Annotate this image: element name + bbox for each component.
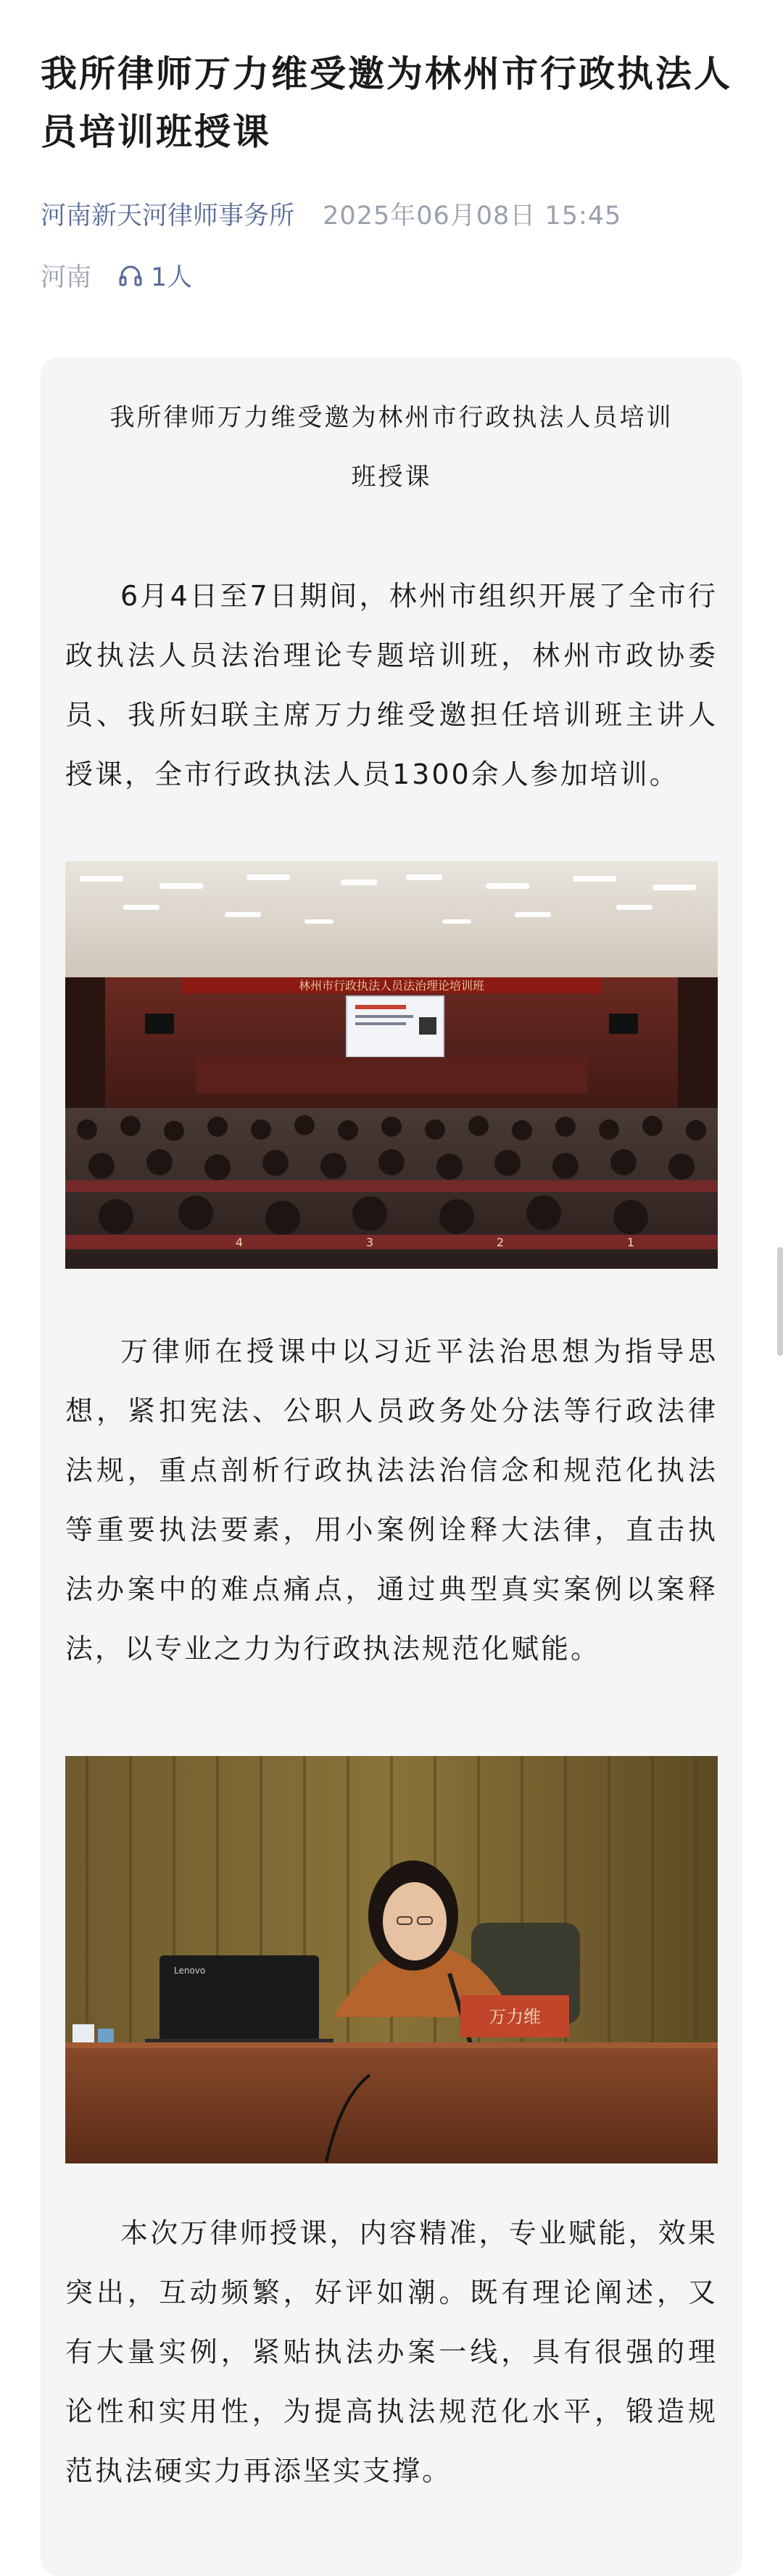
seat-number: 2 <box>496 1235 505 1249</box>
paragraph-1: 6月4日至7日期间，林州市组织开展了全市行政执法人员法治理论专题培训班，林州市政协委员、我所妇联主席万力维受邀担任培训班主讲人授课，全市行政执法人员1300余人参加培训。 <box>65 580 718 790</box>
nameplate: 万力维 <box>489 2007 541 2027</box>
lecture-hall-illustration <box>65 861 718 1269</box>
speaker-photo <box>65 1756 718 2163</box>
region-label: 河南 <box>41 263 92 292</box>
article-meta <box>41 196 621 232</box>
banner-text: 林州市行政执法人员法治理论培训班 <box>298 979 485 993</box>
article-heading: 我所律师万力维受邀为林州市行政执法人员培训班授课 <box>109 403 674 492</box>
source-link[interactable]: 河南新天河律师事务所 <box>41 202 295 231</box>
paragraph-2: 万律师在授课中以习近平法治思想为指导思想，紧扣宪法、公职人员政务处分法等行政法律法规，重点剖析行政执法法治信念和规范化执法等重要执法要素，用小案例诠释大法律，直击执法办案中的难点痛点，通过典型真实案例以案释法，以专业之力为行政执法规范化赋能。 <box>65 1335 718 1665</box>
article-meta-secondary <box>41 257 192 294</box>
listen-count: 1人 <box>151 263 193 292</box>
scrollbar[interactable] <box>777 1247 783 1356</box>
headphones-icon <box>119 265 142 286</box>
seat-number: 4 <box>235 1235 244 1249</box>
seat-number: 1 <box>626 1235 635 1249</box>
laptop-brand: Lenovo <box>174 1966 206 1976</box>
seat-number: 3 <box>365 1235 374 1249</box>
publish-date: 2025年06月08日 15:45 <box>323 202 622 231</box>
listen-button[interactable] <box>119 257 192 294</box>
paragraph-3: 本次万律师授课，内容精准，专业赋能，效果突出，互动频繁，好评如潮。既有理论阐述，又有大量实例，紧贴执法办案一线，具有很强的理论性和实用性，为提高执法规范化水平，锻造规范执法硬实力再添坚实支撑。 <box>65 2217 718 2487</box>
article-title: 我所律师万力维受邀为林州市行政执法人员培训班授课 <box>41 53 732 153</box>
lecture-hall-photo <box>65 861 718 1269</box>
speaker-illustration <box>65 1756 718 2163</box>
